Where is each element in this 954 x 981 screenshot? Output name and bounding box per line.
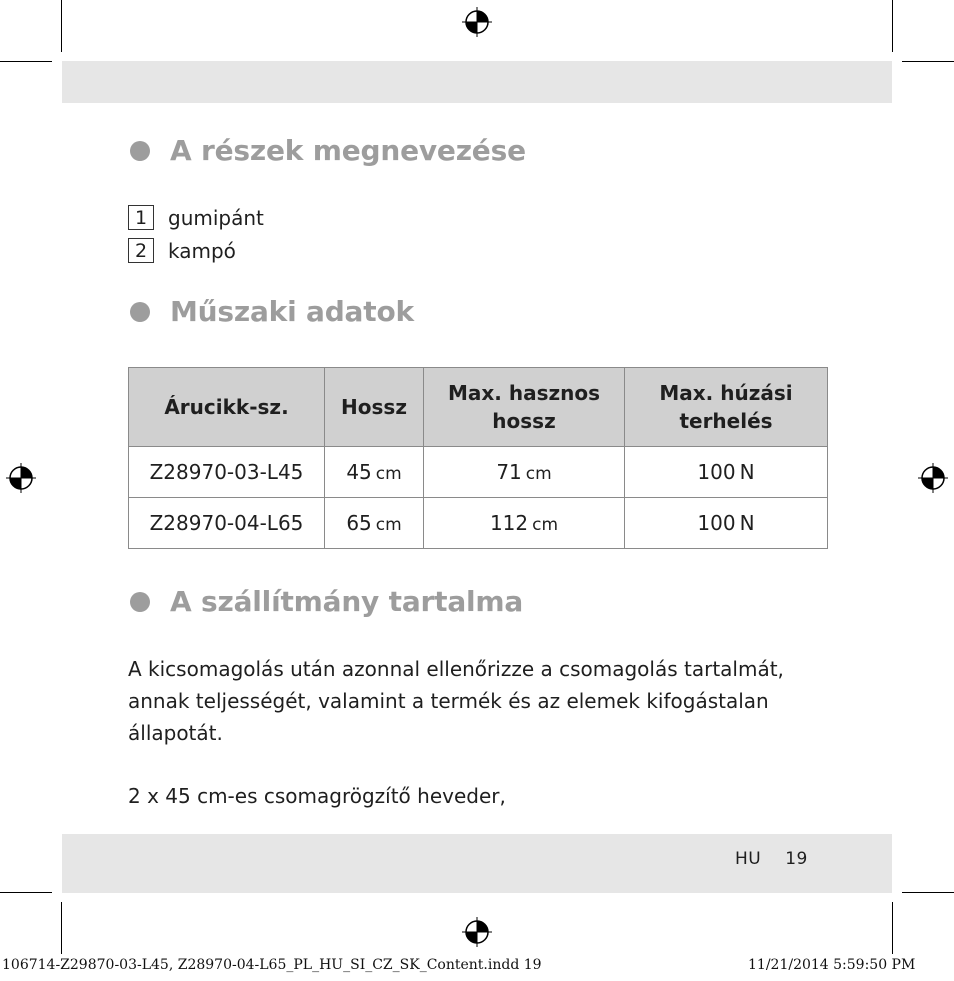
section-title: A részek megnevezése: [170, 134, 526, 167]
registration-mark-icon: [6, 463, 36, 493]
slug-filename: 106714-Z29870-03-L45, Z28970-04-L65_PL_HU_SI_CZ_SK_Content.indd 19: [2, 957, 542, 973]
cell-load: 100 N: [625, 498, 828, 549]
contents-paragraph: A kicsomagolás után azonnal ellenőrizze a csomagolás tartalmát, annak teljességét, valamint a termék és az elemek kifogástalan állapotát.: [128, 657, 784, 745]
cell-load: 100 N: [625, 447, 828, 498]
part-label: gumipánt: [168, 205, 264, 230]
crop-mark: [61, 0, 62, 52]
crop-mark: [902, 61, 954, 62]
parts-list: [128, 203, 264, 269]
registration-mark-icon: [918, 463, 948, 493]
language-code: HU: [735, 849, 762, 869]
section-heading-tech: [130, 295, 414, 328]
registration-mark-icon: [462, 7, 492, 37]
contents-item: 2 x 45 cm-es csomagrögzítő heveder,: [128, 784, 506, 808]
spec-table: [128, 367, 828, 549]
page-number-value: 19: [785, 849, 808, 869]
column-header: Hossz: [325, 368, 424, 447]
crop-mark: [892, 0, 893, 52]
section-heading-contents: [130, 585, 523, 618]
cell-length: 65 cm: [325, 498, 424, 549]
crop-mark: [892, 902, 893, 954]
part-label: kampó: [168, 238, 236, 263]
cell-max-length: 71 cm: [424, 447, 625, 498]
list-item: [128, 203, 264, 232]
table-row: [129, 498, 828, 549]
list-item: [128, 236, 264, 265]
section-title: Műszaki adatok: [170, 295, 414, 328]
table-row: [129, 447, 828, 498]
cell-article: Z28970-04-L65: [129, 498, 325, 549]
table-header-row: [129, 368, 828, 447]
registration-mark-icon: [462, 917, 492, 947]
crop-mark: [0, 61, 52, 62]
cell-article: Z28970-03-L45: [129, 447, 325, 498]
bullet-icon: [130, 141, 150, 161]
part-number: 2: [128, 238, 154, 263]
section-title: A szállítmány tartalma: [170, 585, 524, 618]
part-number: 1: [128, 205, 154, 230]
bullet-icon: [130, 592, 150, 612]
cell-max-length: 112 cm: [424, 498, 625, 549]
header-band: [62, 61, 892, 103]
section-heading-parts: [130, 134, 526, 167]
page-number: [735, 849, 808, 869]
column-header: Max. hasznos hossz: [424, 368, 625, 447]
bullet-icon: [130, 302, 150, 322]
column-header: Árucikk-sz.: [129, 368, 325, 447]
column-header: Max. húzási terhelés: [625, 368, 828, 447]
cell-length: 45 cm: [325, 447, 424, 498]
crop-mark: [902, 892, 954, 893]
crop-mark: [0, 892, 52, 893]
crop-mark: [61, 902, 62, 954]
slug-timestamp: 11/21/2014 5:59:50 PM: [748, 957, 916, 973]
